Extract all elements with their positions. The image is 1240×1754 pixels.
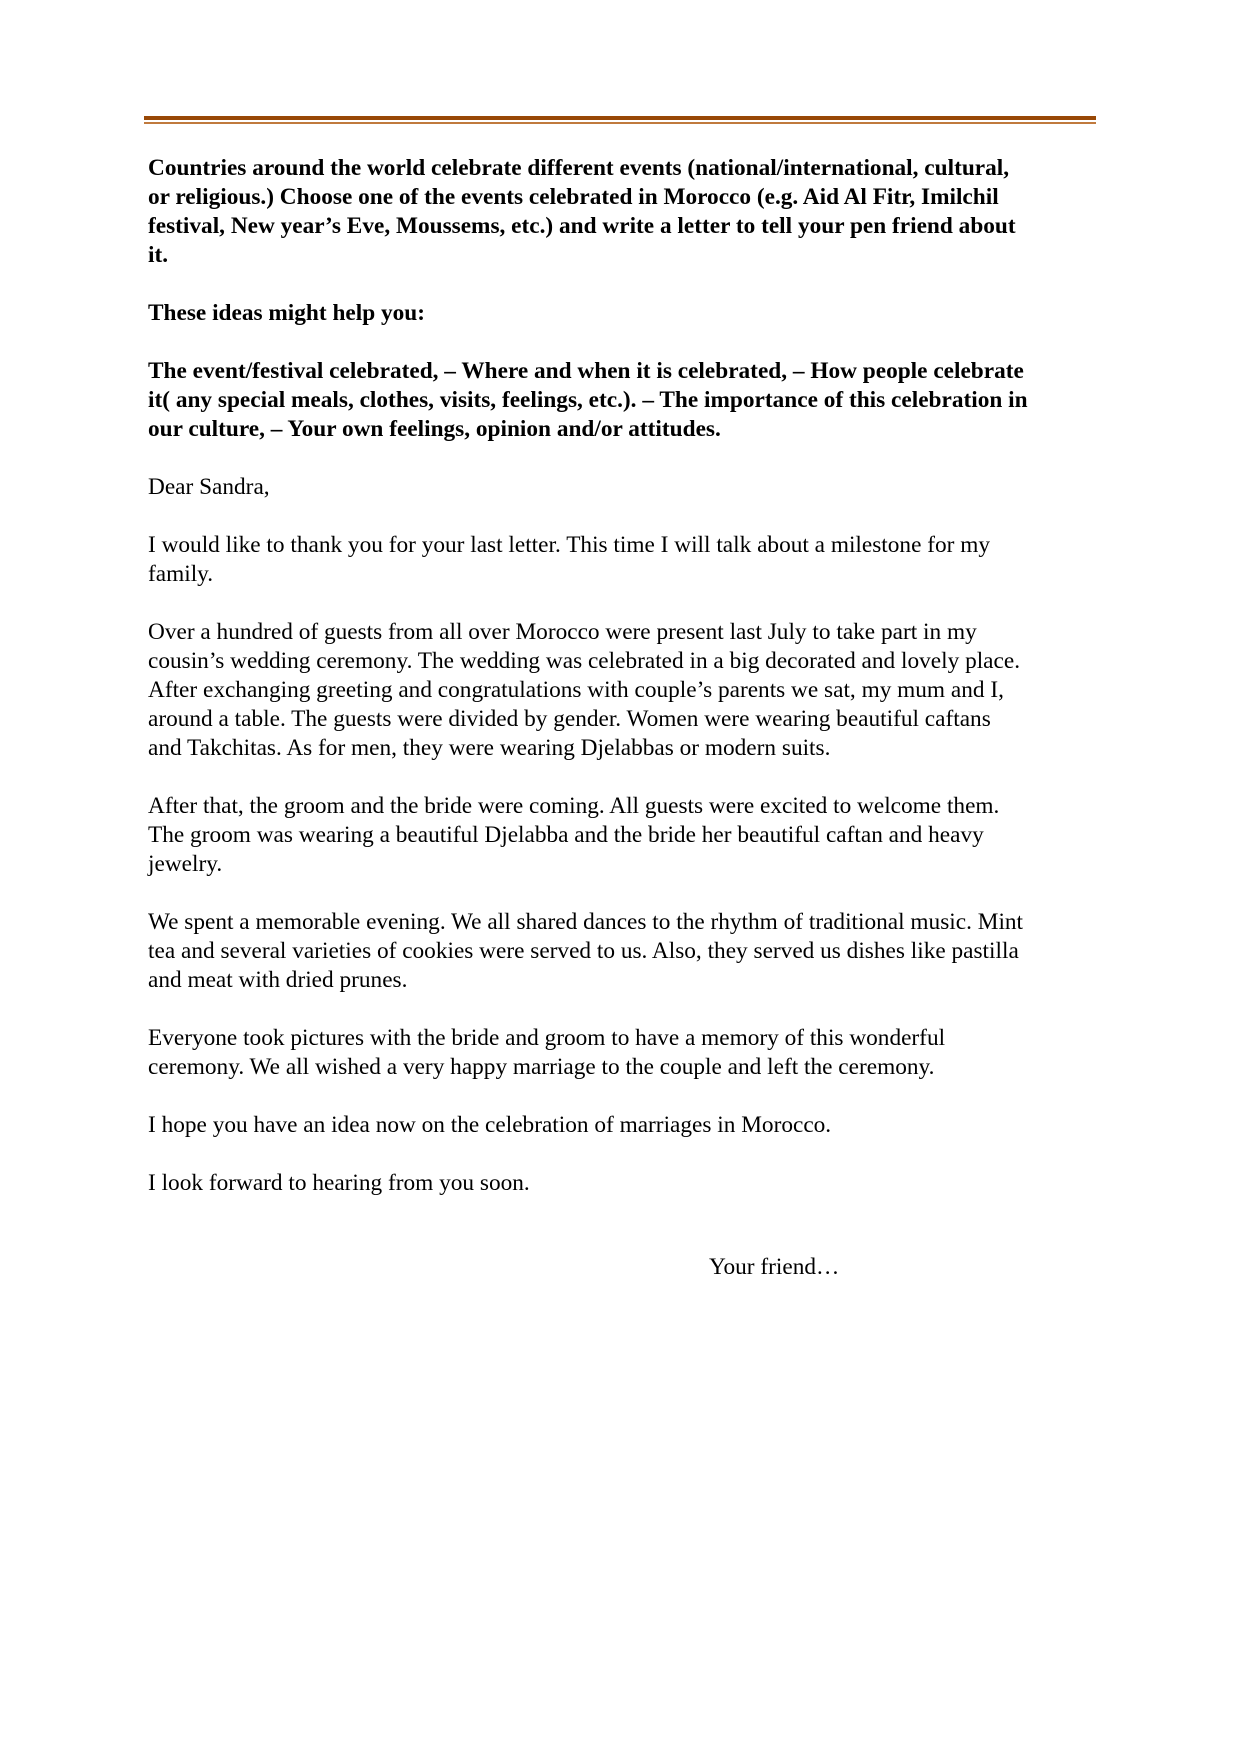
ideas-list: The event/festival celebrated, – Where and when it is celebrated, – How people celebrate it( any special meals, clothes, visits, feelings, etc.). – The importance of this celebration in our culture, – Your own feelings, opinion and/or attitudes. [148, 358, 1028, 442]
letter-greeting: Dear Sandra, [148, 474, 270, 500]
letter-paragraph: After that, the groom and the bride were coming. All guests were excited to welcome them. The groom was wearing a beautiful Djelabba and the bride her beautiful caftan and heavy jewelry. [148, 793, 1000, 877]
letter-paragraph: I look forward to hearing from you soon. [148, 1170, 530, 1196]
letter-paragraph: I would like to thank you for your last letter. This time I will talk about a milestone for my family. [148, 532, 990, 587]
help-heading: These ideas might help you: [148, 300, 426, 326]
letter-paragraph: Everyone took pictures with the bride and groom to have a memory of this wonderful ceremony. We all wished a very happy marriage to the couple and left the ceremony. [148, 1025, 946, 1080]
letter-paragraph: We spent a memorable evening. We all shared dances to the rhythm of traditional music. Mint tea and several varieties of cookies were served to us. Also, they served us dishes like pastilla and meat with dried prunes. [148, 909, 1024, 993]
header-rule-thick [144, 116, 1096, 120]
task-prompt: Countries around the world celebrate different events (national/international, cultural, or religious.) Choose one of the events celebrated in Morocco (e.g. Aid Al Fitr, Imilchil festival, New year’s Eve, Moussems, etc.) and write a letter to tell your pen friend about it. [148, 155, 1016, 268]
letter-closing: Your friend… [709, 1254, 840, 1280]
header-rule-thin [144, 122, 1096, 124]
letter-paragraph: Over a hundred of guests from all over Morocco were present last July to take part in my cousin’s wedding ceremony. The wedding was celebrated in a big decorated and lovely place. After exchanging greeting and congratulations with couple’s parents we sat, my mum and I, around a table. The guests were divided by gender. Women were wearing beautiful caftans and Takchitas. As for men, they were wearing Djelabbas or modern suits. [148, 619, 1021, 761]
document-body [148, 154, 1098, 1227]
letter-paragraph: I hope you have an idea now on the celebration of marriages in Morocco. [148, 1112, 832, 1138]
